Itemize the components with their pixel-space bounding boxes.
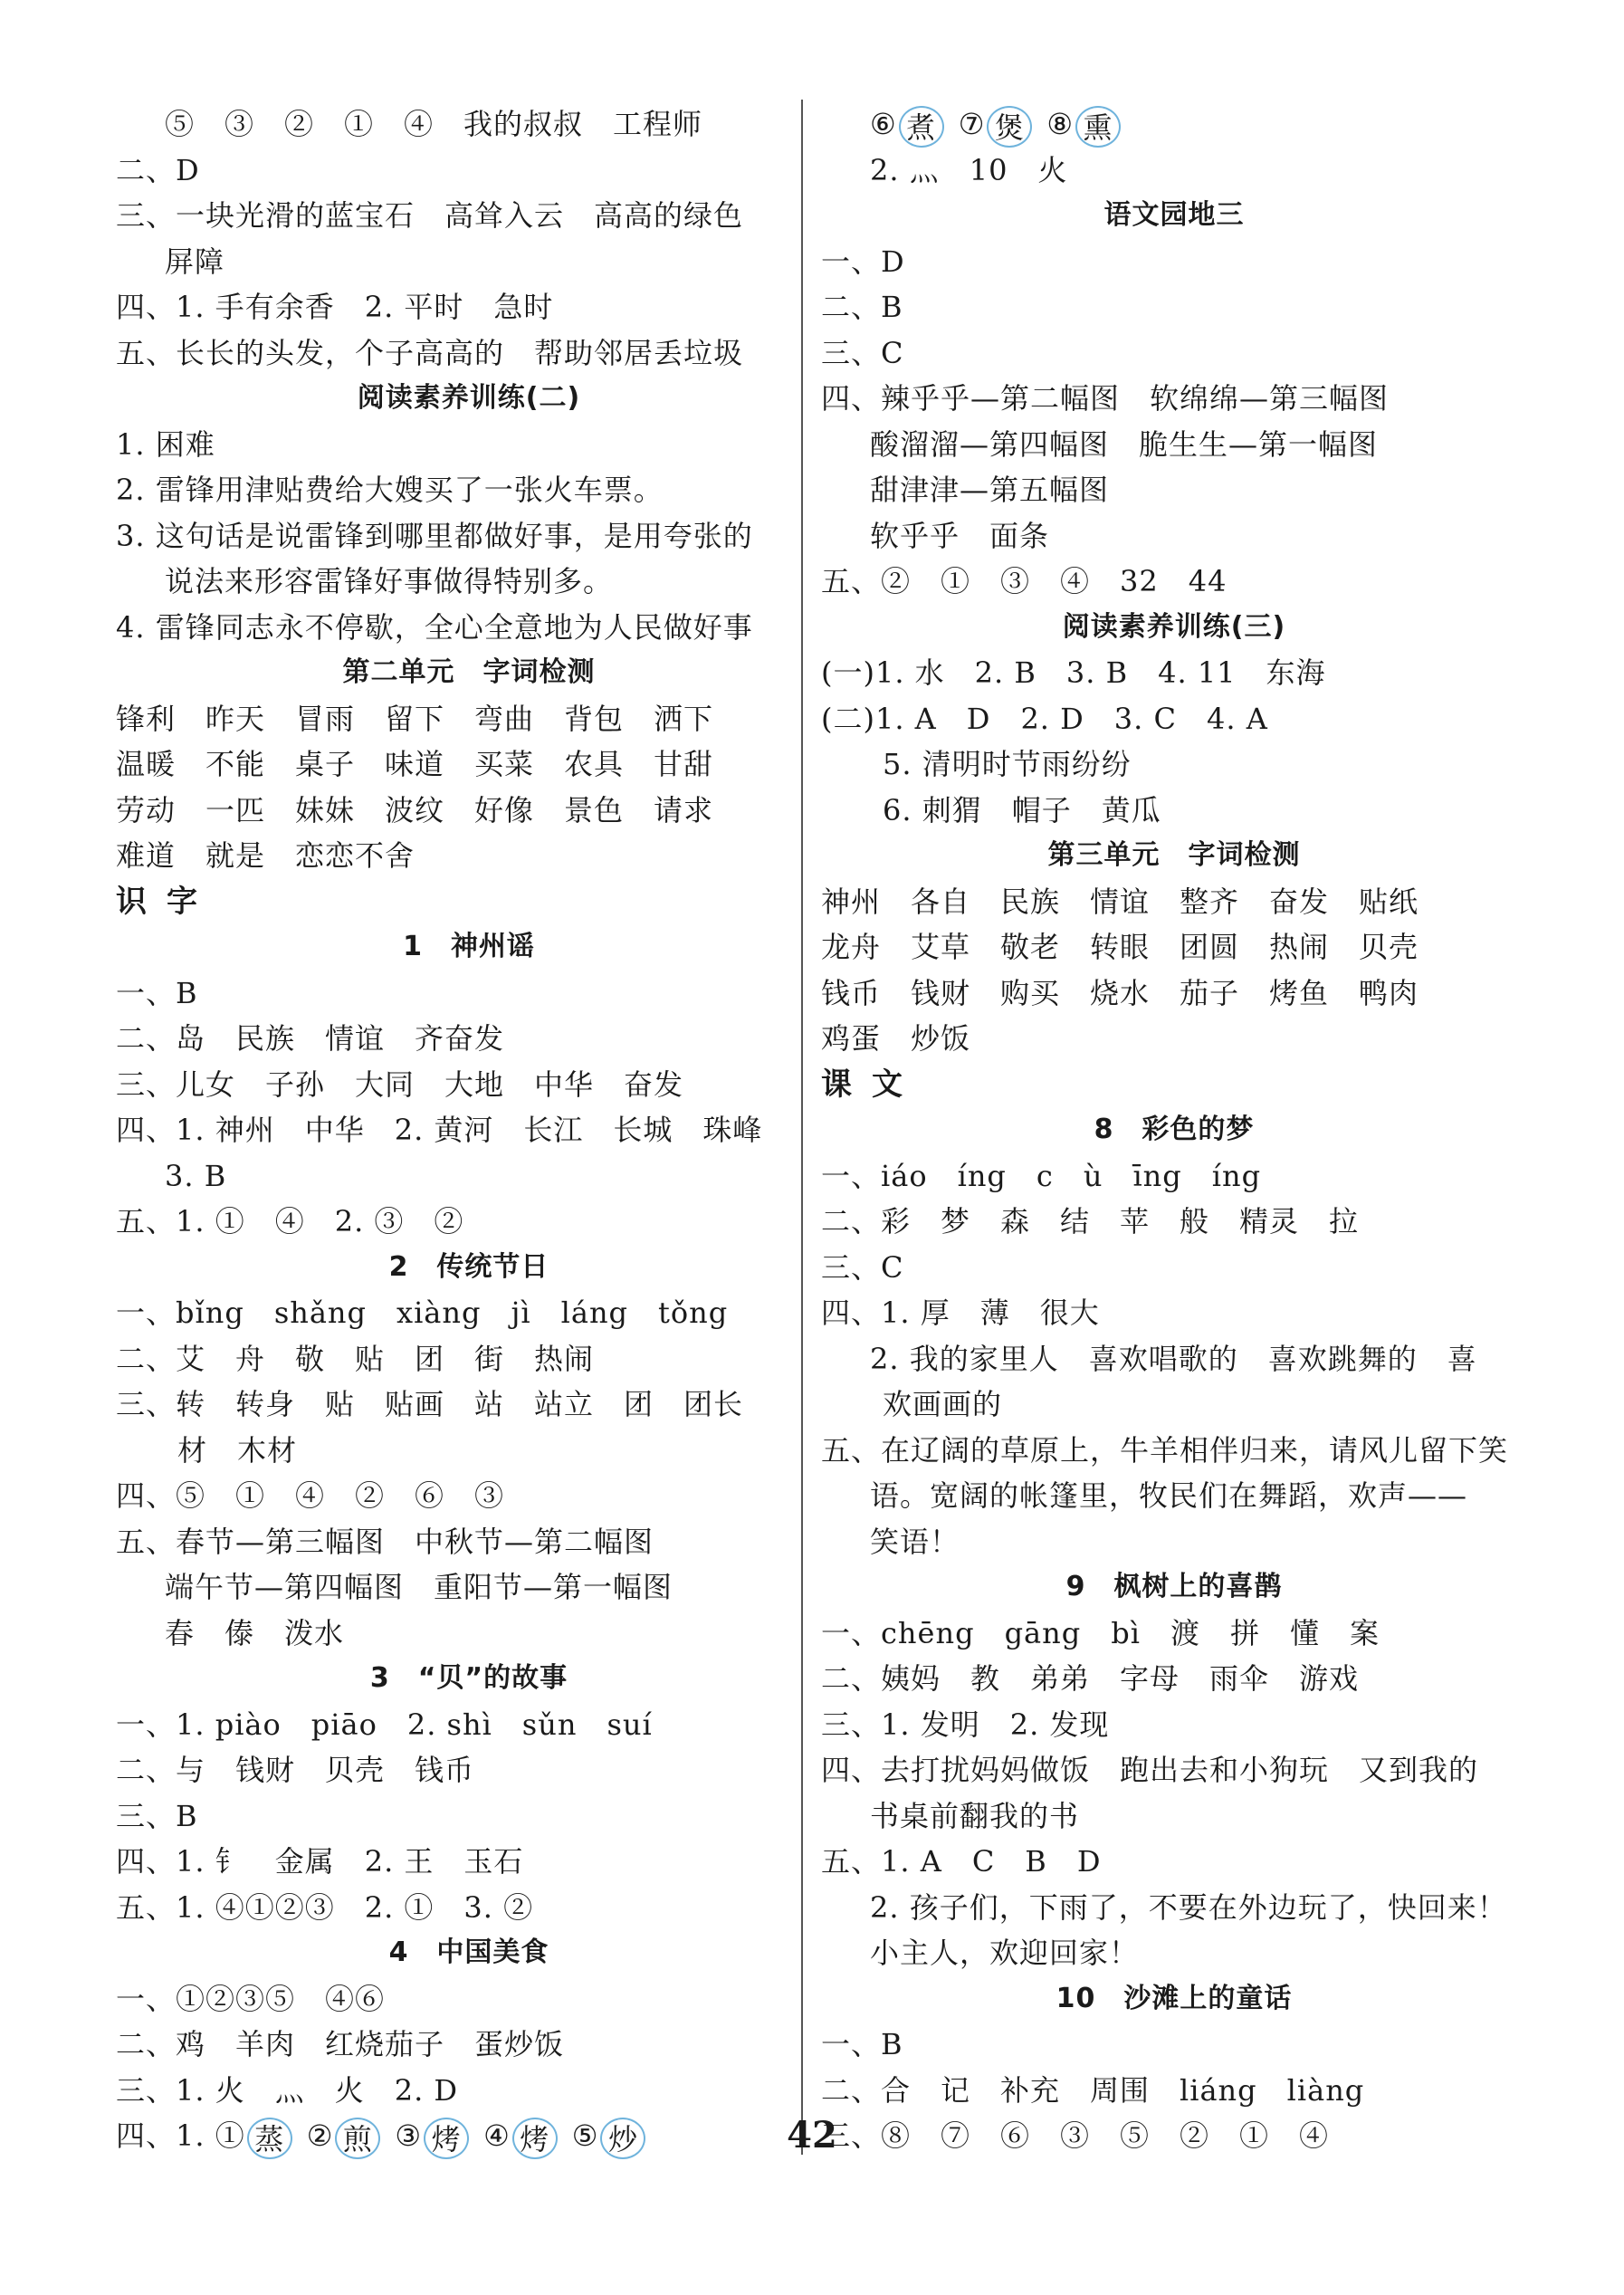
section-heading: 语文园地三 <box>1103 199 1245 231</box>
left-column <box>116 101 822 2159</box>
item-number: ⑦ <box>958 107 986 141</box>
answer-line: 欢画画的 <box>883 1387 1003 1421</box>
circled-character: 煮 <box>899 106 944 148</box>
answer-line: 春 傣 泼水 <box>165 1615 345 1650</box>
answer-line: 甜津津—第五幅图 <box>870 473 1110 507</box>
answer-line: 3. B <box>165 1158 227 1193</box>
answer-line: 钱币 钱财 购买 烧水 茄子 烤鱼 鸭肉 <box>821 975 1419 1010</box>
section-heading: 3 “贝”的故事 <box>369 1662 568 1694</box>
circled-character: 煲 <box>987 106 1032 148</box>
circled-character: 熏 <box>1075 106 1121 148</box>
answer-line-circled <box>821 101 1527 148</box>
page-number: 42 <box>787 2114 837 2156</box>
answer-line: 二、D <box>116 152 200 187</box>
answer-line: 四、1. 厚 薄 很大 <box>821 1296 1100 1330</box>
answer-line: 温暖 不能 桌子 味道 买菜 农具 甘甜 <box>116 747 714 781</box>
answer-line: 五、1. ① ④ 2. ③ ② <box>116 1204 464 1238</box>
circled-character: 烤 <box>424 2118 469 2159</box>
section-heading: 1 神州谣 <box>403 931 535 962</box>
answer-line: 三、C <box>821 1249 904 1285</box>
circled-character: 炒 <box>600 2118 645 2159</box>
answer-line: (一)1. 水 2. B 3. B 4. 11 东海 <box>821 655 1326 690</box>
answer-line: 二、彩 梦 森 结 苹 般 精灵 拉 <box>821 1204 1360 1238</box>
answer-line: 五、1. A C B D <box>821 1844 1102 1879</box>
answer-line: 一、1. piào piāo 2. shì sǔn suí <box>116 1707 653 1742</box>
answer-line: 三、儿女 子孙 大同 大地 中华 奋发 <box>116 1066 684 1102</box>
section-heading: 4 中国美食 <box>388 1936 549 1968</box>
answer-line: 三、转 转身 贴 贴画 站 站立 团 团长 <box>116 1387 744 1421</box>
answer-line: 一、B <box>116 975 198 1010</box>
answer-line: 五、在辽阔的草原上，牛羊相伴归来，请风儿留下笑 <box>821 1432 1509 1468</box>
answer-line: 二、艾 舟 敬 贴 团 街 热闹 <box>116 1341 595 1376</box>
answer-line: 二、鸡 羊肉 红烧茄子 蛋炒饭 <box>116 2027 565 2061</box>
answer-line: 说法来形容雷锋好事做得特别多。 <box>165 564 614 598</box>
answer-line: 五、长长的头发，个子高高的 帮助邻居丢垃圾 <box>116 335 744 370</box>
circled-character: 烤 <box>512 2118 558 2159</box>
item-number: ⑤ <box>571 2118 599 2153</box>
answer-line: 2. 孩子们，下雨了，不要在外边玩了，快回来！ <box>870 1889 1507 1925</box>
answer-line: 5. 清明时节雨纷纷 <box>883 747 1132 781</box>
answer-line: 锋利 昨天 冒雨 留下 弯曲 背包 洒下 <box>116 701 714 736</box>
answer-line: 小主人，欢迎回家！ <box>870 1936 1140 1970</box>
answer-line: 难道 就是 恋恋不舍 <box>116 838 416 873</box>
column-divider <box>801 100 803 2155</box>
section-heading: 第三单元 字词检测 <box>1047 839 1301 871</box>
answer-line: 一、iáo íng c ù īng íng <box>821 1158 1262 1193</box>
answer-prefix: 四、1. <box>116 2118 215 2153</box>
item-number: ④ <box>483 2118 511 2153</box>
section-heading: 10 沙滩上的童话 <box>1056 1982 1293 2014</box>
answer-line: 三、1. 火 灬 火 2. D <box>116 2072 459 2108</box>
answer-line: 三、B <box>116 1798 198 1833</box>
answer-line: 五、1. ④①②③ 2. ① 3. ② <box>116 1889 534 1925</box>
answer-line: (二)1. A D 2. D 3. C 4. A <box>821 701 1268 736</box>
answer-line: 三、一块光滑的蓝宝石 高耸入云 高高的绿色 <box>116 198 744 233</box>
section-heading: 阅读素养训练(二) <box>357 382 581 414</box>
answer-line: 6. 刺猬 帽子 黄瓜 <box>883 792 1161 827</box>
answer-line: 五、春节—第三幅图 中秋节—第二幅图 <box>116 1524 654 1559</box>
section-heading: 2 传统节日 <box>388 1250 549 1283</box>
answer-line: 二、与 钱财 贝壳 钱币 <box>116 1753 475 1787</box>
answer-line: 1. 困难 <box>116 426 215 462</box>
circled-character: 蒸 <box>247 2118 292 2159</box>
answer-line: 2. 灬 10 火 <box>870 152 1068 187</box>
item-number: ③ <box>395 2118 423 2153</box>
section-heading: 8 彩色的梦 <box>1094 1114 1255 1145</box>
part-heading: 课文 <box>821 1066 922 1103</box>
answer-line: 书桌前翻我的书 <box>870 1798 1080 1833</box>
answer-line: 二、岛 民族 情谊 齐奋发 <box>116 1021 505 1056</box>
answer-line: 酸溜溜—第四幅图 脆生生—第一幅图 <box>870 426 1379 462</box>
answer-line: 语。宽阔的帐篷里，牧民们在舞蹈，欢声—— <box>870 1478 1468 1513</box>
answer-line: 二、姨妈 教 弟弟 字母 雨伞 游戏 <box>821 1661 1360 1696</box>
answer-line: 三、1. 发明 2. 发现 <box>821 1707 1110 1742</box>
answer-line: 五、② ① ③ ④ 32 44 <box>821 564 1228 598</box>
answer-line: 一、B <box>821 2027 903 2061</box>
answer-line: 3. 这句话是说雷锋到哪里都做好事，是用夸张的 <box>116 518 753 553</box>
item-number: ⑧ <box>1046 107 1075 141</box>
item-number: ② <box>306 2118 334 2153</box>
answer-line: 四、1. 手有余香 2. 平时 急时 <box>116 290 554 324</box>
answer-line: 二、B <box>821 290 903 324</box>
answer-line: 一、chēng gāng bì 渡 拼 懂 案 <box>821 1615 1380 1650</box>
answer-line: ⑤ ③ ② ① ④ 我的叔叔 工程师 <box>165 107 703 141</box>
answer-line: 鸡蛋 炒饭 <box>821 1021 971 1056</box>
answer-line: 四、1. 钅 金属 2. 王 玉石 <box>116 1844 524 1879</box>
answer-line: 笑语！ <box>870 1524 960 1559</box>
circled-character: 煎 <box>335 2118 380 2159</box>
part-heading: 识字 <box>116 883 217 920</box>
answer-line: 2. 我的家里人 喜欢唱歌的 喜欢跳舞的 喜 <box>870 1341 1477 1376</box>
answer-line: 三、⑧ ⑦ ⑥ ③ ⑤ ② ① ④ <box>821 2118 1330 2153</box>
answer-line: 四、去打扰妈妈做饭 跑出去和小狗玩 又到我的 <box>821 1753 1479 1787</box>
answer-line: 4. 雷锋同志永不停歇，全心全意地为人民做好事 <box>116 609 753 645</box>
section-heading: 阅读素养训练(三) <box>1062 610 1286 643</box>
answer-line: 一、①②③⑤ ④⑥ <box>116 1981 386 2016</box>
answer-line: 劳动 一匹 妹妹 波纹 好像 景色 请求 <box>116 792 714 827</box>
answer-line: 四、⑤ ① ④ ② ⑥ ③ <box>116 1478 505 1513</box>
answer-line: 材 木材 <box>177 1432 298 1468</box>
answer-line: 四、1. 神州 中华 2. 黄河 长江 长城 珠峰 <box>116 1113 763 1147</box>
item-number: ① <box>215 2118 245 2153</box>
answer-line: 三、C <box>821 335 904 370</box>
answer-line: 一、D <box>821 244 905 279</box>
answer-line: 神州 各自 民族 情谊 整齐 奋发 贴纸 <box>821 884 1419 919</box>
answer-line: 端午节—第四幅图 重阳节—第一幅图 <box>165 1570 673 1604</box>
item-number: ⑥ <box>870 107 897 141</box>
section-heading: 9 枫树上的喜鹊 <box>1065 1571 1283 1602</box>
answer-line: 屏障 <box>165 244 225 279</box>
right-column <box>821 101 1527 2159</box>
answer-line: 龙舟 艾草 敬老 转眼 团圆 热闹 贝壳 <box>821 930 1419 964</box>
answer-line: 2. 雷锋用津贴费给大嫂买了一张火车票。 <box>116 473 664 507</box>
answer-line: 一、bǐng shǎng xiàng jì láng tǒng <box>116 1296 729 1330</box>
answer-line: 软乎乎 面条 <box>870 518 1050 553</box>
answer-line: 二、合 记 补充 周围 liáng liàng <box>821 2072 1365 2108</box>
section-heading: 第二单元 字词检测 <box>342 656 596 688</box>
answer-line: 四、辣乎乎—第二幅图 软绵绵—第三幅图 <box>821 381 1390 416</box>
